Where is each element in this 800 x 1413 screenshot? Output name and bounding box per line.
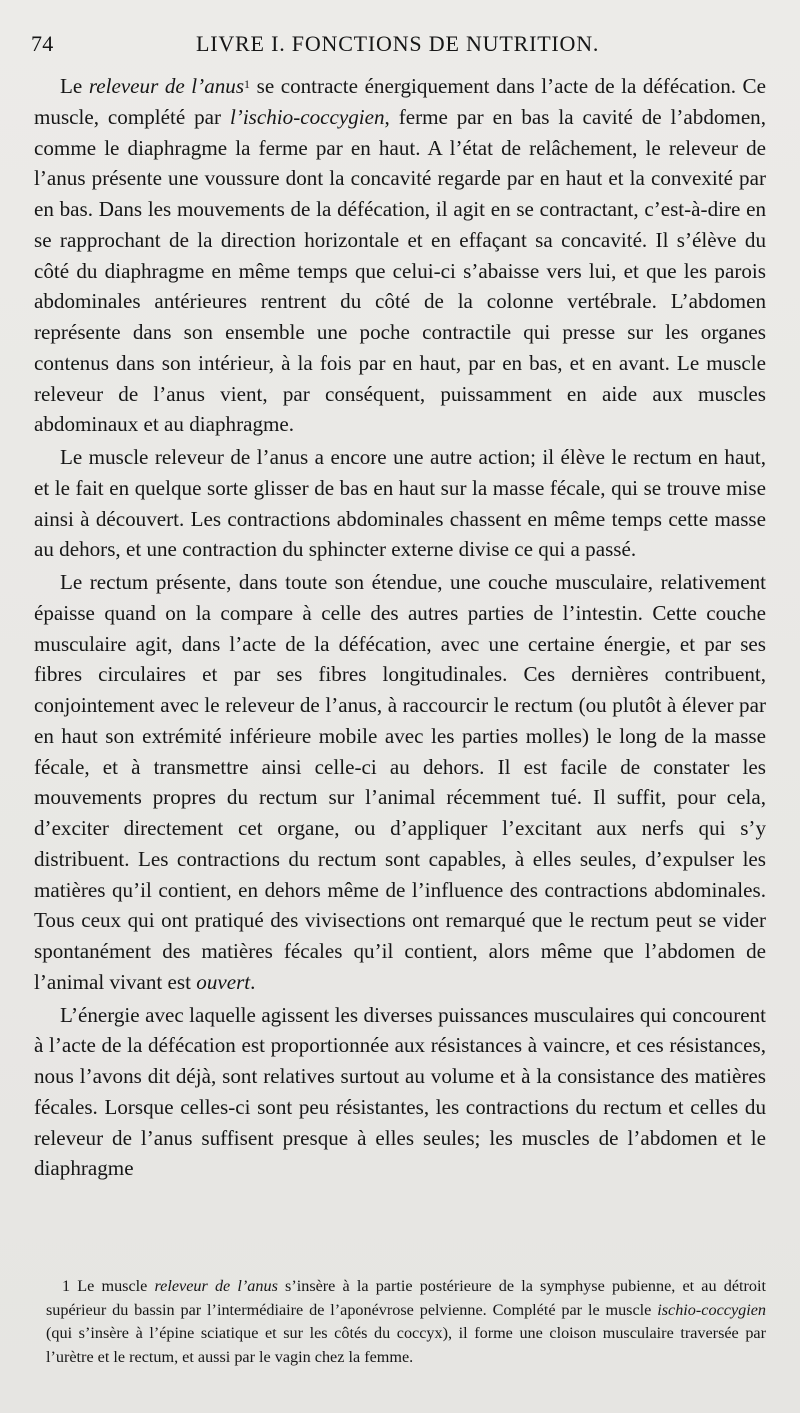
paragraph-1-intro: Le [60,74,83,98]
footnote-text-a: Le muscle [77,1277,148,1295]
muscle-name-releveur: releveur de l’anus [88,74,245,98]
footnote-text-b: s’insère à la partie postérieure de la symphyse pubienne, et au détroit supérieur du bassin par l’intermédiaire de l’aponévrose pelvienne. Complété par le muscle [46,1277,766,1319]
paragraph-1 [34,71,766,440]
main-text [34,71,766,1184]
paragraph-1-text-b: , ferme par en bas la cavité de l’abdomen, comme le diaphragme la ferme par en haut. A l’état de relâchement, le releveur de l’anus présente une voussure dont la concavité regarde par en haut et la convexité par en bas. Dans les mouvements de la défécation, il agit en se contractant, c’est-à-dire en se rapprochant de la direction horizontale et en effaçant sa concavité. Il s’élève du côté du diaphragme en même temps que celui-ci s’abaisse vers lui, et que les parois abdominales antérieures rentrent du côté de la colonne vertébrale. L’abdomen représente dans son ensemble une poche contractile qui presse sur les organes contenus dans son intérieur, à la fois par en haut, par en bas, et en avant. Le muscle releveur de l’anus vient, par conséquent, puissamment en aide aux muscles abdominaux et au diaphragme. [34,104,767,437]
running-head [31,31,766,63]
paragraph-3-italic-end: ouvert [196,969,251,994]
footnote-reference: 1 [244,77,251,91]
running-title: LIVRE I. FONCTIONS DE NUTRITION. [196,31,600,56]
muscle-name-ischio-coccygien: l’ischio-coccygien [229,104,385,129]
paragraph-3-end-punctuation: . [250,969,256,994]
footnote-muscle-name-releveur: releveur de l’anus [154,1277,278,1295]
footnote-muscle-name-ischio-coccygien: ischio-coccygien [657,1300,766,1319]
footnote-marker: 1 [62,1277,71,1295]
footnote [46,1275,766,1369]
footnote-text-c: (qui s’insère à l’épine sciatique et sur les côtés du coccyx), il forme une cloison musculaire traversée par l’urètre et le rectum, et aussi par le vagin chez la femme. [46,1324,766,1366]
paragraph-3-text: Le rectum présente, dans toute son étendue, une couche musculaire, relativement épaisse quand on la compare à celle des autres parties de l’intestin. Cette couche musculaire agit, dans l’acte de la défécation, avec une certaine énergie, et par ses fibres circulaires et par ses fibres longitudinales. Ces dernières contribuent, conjointement avec le releveur de l’anus, à raccourcir le rectum (ou plutôt à élever par en haut son extrémité inférieure mobile avec les parties molles) le long de la masse fécale, et à transmettre ainsi celle-ci au dehors. Il est facile de constater les mouvements propres du rectum sur l’animal récemment tué. Il suffit, pour cela, d’exciter directement cet organe, ou d’appliquer l’excitant aux nerfs qui s’y distribuent. Les contractions du rectum sont capables, à elles seules, d’expulser les matières qu’il contient, en dehors même de l’influence des contractions abdominales. Tous ceux qui ont pratiqué des vivisections ont remarqué que le rectum peut se vider spontanément des matières fécales qu’il contient, alors même que l’abdomen de l’animal vivant est [34,570,766,994]
page-number: 74 [31,31,54,56]
paragraph-2: Le muscle releveur de l’anus a encore une autre action; il élève le rectum en haut, et le fait en quelque sorte glisser de bas en haut sur la masse fécale, qui se trouve mise ainsi à découvert. Les contractions abdominales chassent en même temps cette masse au dehors, et une contraction du sphincter externe divise ce qui a passé. [34,445,766,562]
paragraph-1-text-a: se contracte énergiquement dans l’acte de la défécation. Ce muscle, complété par [34,74,766,129]
footnote-text [46,1275,766,1369]
paragraph-3 [34,567,766,998]
paragraph-4: L’énergie avec laquelle agissent les diverses puissances musculaires qui concourent à l’acte de la défécation est proportionnée aux résistances à vaincre, et ces résistances, nous l’avons dit déjà, sont relatives surtout au volume et à la consistance des matières fécales. Lorsque celles-ci sont peu résistantes, les contractions du rectum et celles du releveur de l’anus suffisent presque à elles seules; les muscles de l’abdomen et le diaphragme [34,1002,766,1181]
